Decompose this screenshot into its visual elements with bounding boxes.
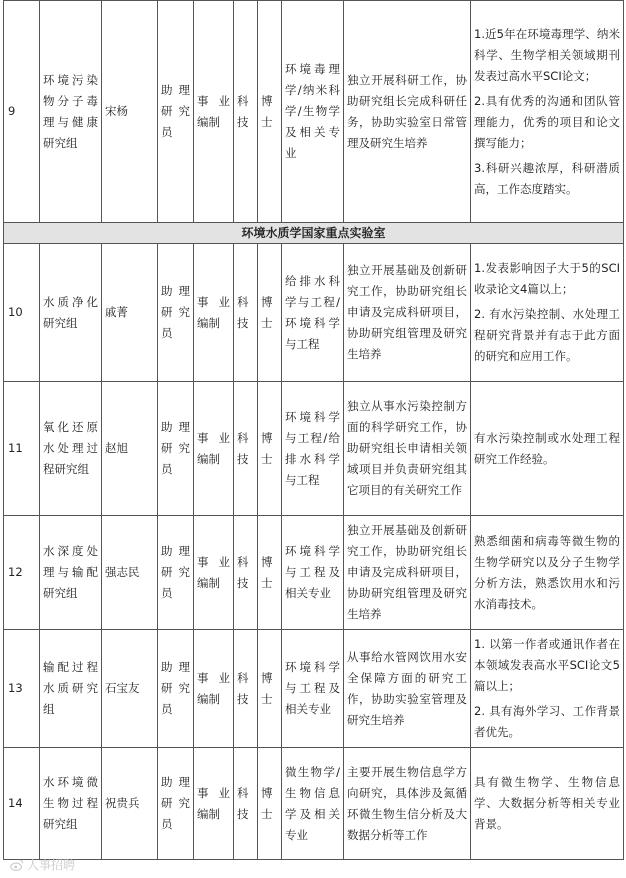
section-header-row	[4, 223, 624, 244]
major-cell: 环境毒理学/纳米科学/生物学及相关专业	[282, 1, 344, 223]
duties-cell: 从事给水管网饮用水安全保障方面的研究工作，协助实验室管理及研究生培养	[344, 630, 471, 748]
watermark-text: 人事招聘	[27, 858, 76, 872]
group-leader-cell: 宋杨	[102, 1, 158, 223]
job-category-cell: 科技	[234, 1, 258, 223]
degree-cell: 博士	[258, 1, 282, 223]
table-body	[4, 1, 624, 860]
requirement-item: 3.科研兴趣浓厚，科研潜质高，工作态度踏实。	[474, 160, 620, 196]
degree-cell: 博士	[258, 748, 282, 860]
position-title-cell: 助理研究员	[158, 516, 194, 630]
row-number-cell: 9	[4, 1, 40, 223]
group-leader-cell: 祝贵兵	[102, 748, 158, 860]
table-row	[4, 1, 624, 223]
requirements-cell	[471, 382, 624, 516]
row-number-cell: 11	[4, 382, 40, 516]
table-row	[4, 630, 624, 748]
major-cell: 环境科学与工程及相关专业	[282, 630, 344, 748]
position-title-cell: 助理研究员	[158, 748, 194, 860]
requirement-item: 有水污染控制或水处理工程研究工作经验。	[474, 430, 620, 466]
research-group-cell: 环境污染物分子毒理与健康研究组	[40, 1, 102, 223]
requirement-item: 2.具有优秀的沟通和团队管理能力，优秀的项目和论文撰写能力；	[474, 93, 620, 150]
research-group-cell: 输配过程水质研究组	[40, 630, 102, 748]
table-row	[4, 244, 624, 382]
row-number-cell: 12	[4, 516, 40, 630]
job-category-cell: 科技	[234, 748, 258, 860]
weibo-icon	[10, 858, 24, 872]
requirements-cell	[471, 244, 624, 382]
staffing-type-cell: 事业编制	[194, 630, 234, 748]
requirement-item: 1.近5年在环境毒理学、纳米科学、生物学相关领域期刊发表过高水平SCI论文；	[474, 26, 620, 83]
requirements-cell	[471, 630, 624, 748]
staffing-type-cell: 事业编制	[194, 244, 234, 382]
requirement-item: 1. 以第一作者或通讯作者在本领域发表高水平SCI论文5篇以上；	[474, 637, 620, 693]
group-leader-cell: 戚菁	[102, 244, 158, 382]
position-title-cell: 助理研究员	[158, 1, 194, 223]
watermark	[10, 856, 75, 873]
position-title-cell: 助理研究员	[158, 244, 194, 382]
duties-cell: 独立开展科研工作，协助研究组长完成科研任务，协助实验室日常管理及研究生培养	[344, 1, 471, 223]
job-category-cell: 科技	[234, 382, 258, 516]
duties-cell: 独立开展基础及创新研究工作，协助研究组长申请及完成科研项目，协助研究组管理及研究生培养	[344, 244, 471, 382]
major-cell: 环境科学与工程/给排水科学与工程	[282, 382, 344, 516]
duties-cell: 独立从事水污染控制方面的科学研究工作，协助研究组长申请相关领域项目并负责研究组其它项目的有关研究工作	[344, 382, 471, 516]
research-group-cell: 水深度处理与输配研究组	[40, 516, 102, 630]
degree-cell: 博士	[258, 630, 282, 748]
requirement-item: 熟悉细菌和病毒等微生物的生物学研究以及分子生物学分析方法，熟悉饮用水和污水消毒技术。	[474, 533, 620, 611]
requirements-cell	[471, 516, 624, 630]
row-number-cell: 13	[4, 630, 40, 748]
table-row	[4, 748, 624, 860]
major-cell: 微生物学/生物信息学及相关专业	[282, 748, 344, 860]
section-title: 环境水质学国家重点实验室	[4, 223, 624, 244]
requirement-item: 1.发表影响因子大于5的SCI收录论文4篇以上；	[474, 261, 620, 296]
duties-cell: 独立开展基础及创新研究工作，协助研究组长申请及完成科研项目，协助研究组管理及研究生培养	[344, 516, 471, 630]
degree-cell: 博士	[258, 382, 282, 516]
staffing-type-cell: 事业编制	[194, 1, 234, 223]
requirement-item: 2. 有水污染控制、水处理工程研究背景并有志于此方面的研究和应用工作。	[474, 307, 620, 363]
major-cell: 环境科学与工程及相关专业	[282, 516, 344, 630]
requirement-item: 具有微生物学、生物信息学、大数据分析等相关专业背景。	[474, 775, 620, 831]
position-title-cell: 助理研究员	[158, 630, 194, 748]
research-group-cell: 水环境微生物过程研究组	[40, 748, 102, 860]
requirements-cell	[471, 748, 624, 860]
table-row	[4, 516, 624, 630]
group-leader-cell: 赵旭	[102, 382, 158, 516]
research-group-cell: 水质净化研究组	[40, 244, 102, 382]
major-cell: 给排水科学与工程/环境科学与工程	[282, 244, 344, 382]
group-leader-cell: 石宝友	[102, 630, 158, 748]
research-group-cell: 氧化还原水处理过程研究组	[40, 382, 102, 516]
job-category-cell: 科技	[234, 244, 258, 382]
job-category-cell: 科技	[234, 516, 258, 630]
degree-cell: 博士	[258, 244, 282, 382]
table-row	[4, 382, 624, 516]
row-number-cell: 14	[4, 748, 40, 860]
requirements-cell	[471, 1, 624, 223]
recruitment-table	[3, 0, 624, 860]
staffing-type-cell: 事业编制	[194, 516, 234, 630]
staffing-type-cell: 事业编制	[194, 748, 234, 860]
duties-cell: 主要开展生物信息学方向研究，具体涉及氮循环微生物生信分析及大数据分析等工作	[344, 748, 471, 860]
staffing-type-cell: 事业编制	[194, 382, 234, 516]
row-number-cell: 10	[4, 244, 40, 382]
job-category-cell: 科技	[234, 630, 258, 748]
degree-cell: 博士	[258, 516, 282, 630]
group-leader-cell: 强志民	[102, 516, 158, 630]
position-title-cell: 助理研究员	[158, 382, 194, 516]
requirement-item: 2. 具有海外学习、工作背景者优先。	[474, 704, 620, 739]
